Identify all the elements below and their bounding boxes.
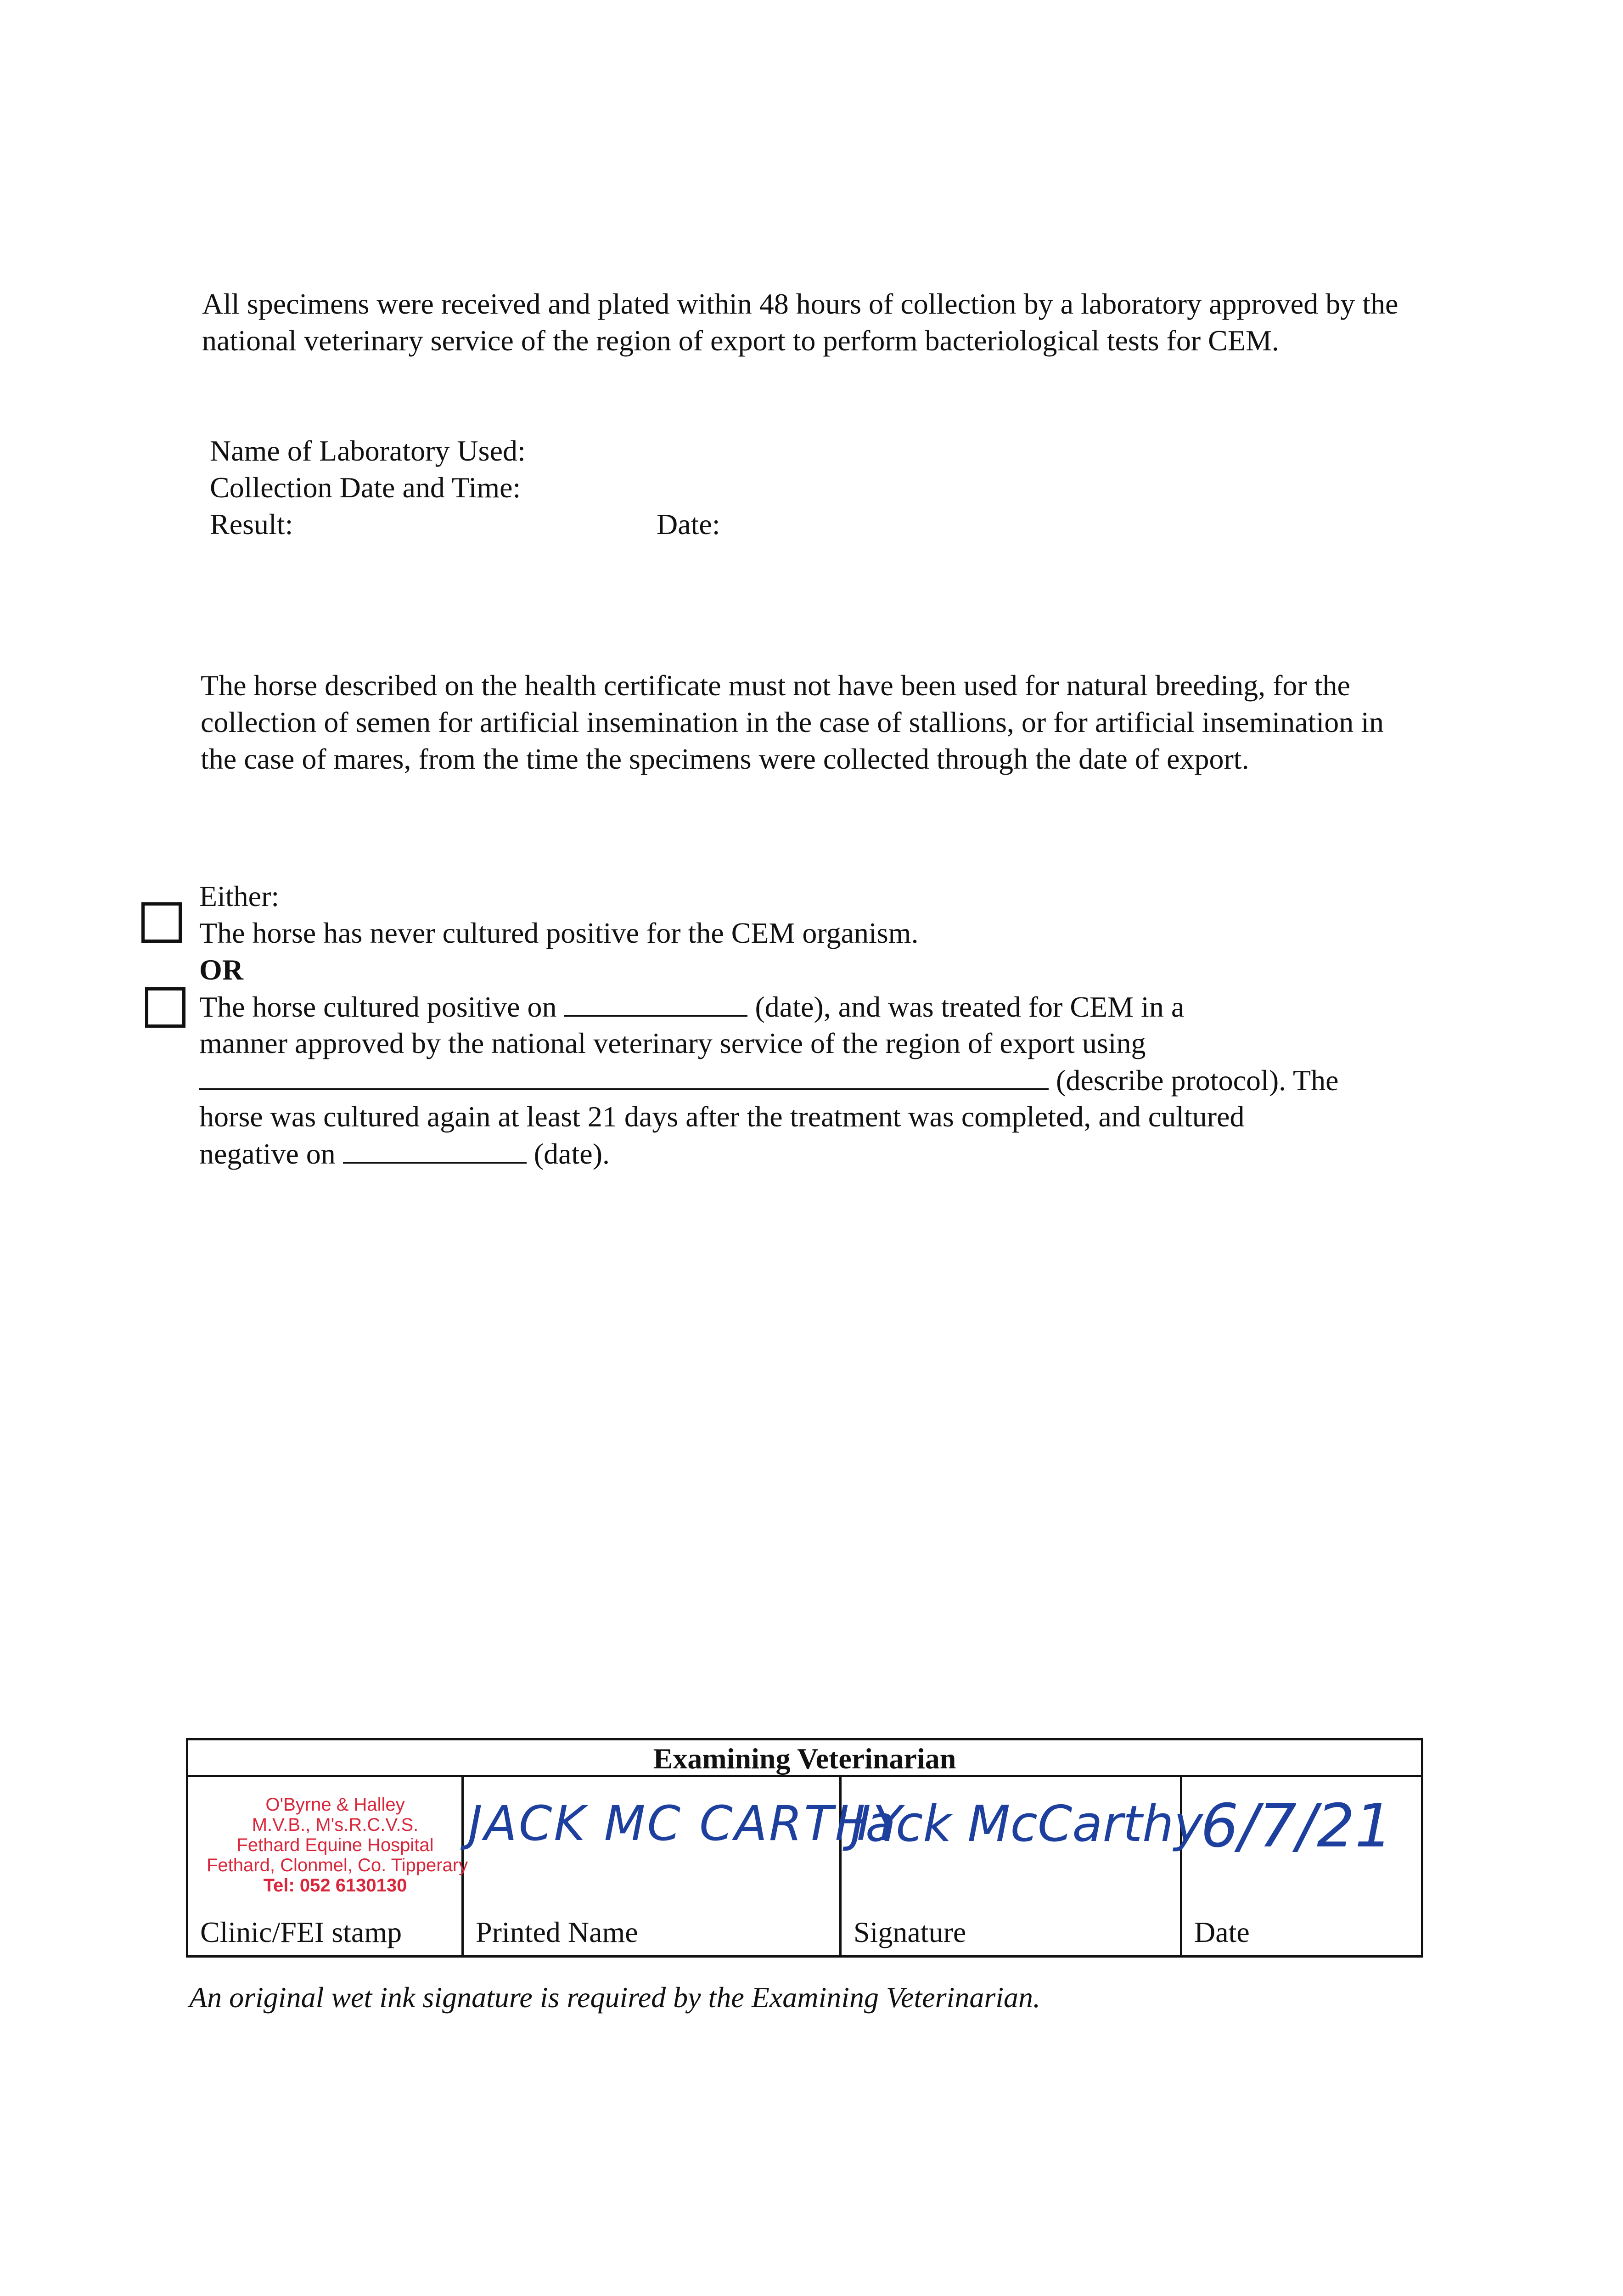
date-handwriting: 6/7/21 [1201,1791,1393,1861]
signature-cell [842,1777,1203,1955]
printed-name-label: Printed Name [476,1916,638,1948]
positive-text-g: (date). [534,1137,610,1170]
specimens-paragraph: All specimens were received and plated within 48 hours of collection by a laboratory approved by the national veterinary service of the region of export to perform bacteriological tests for CEM. [202,287,1398,357]
examining-veterinarian-table [186,1738,1423,1958]
result-label: Result: [210,508,293,540]
stamp-cell [188,1777,468,1955]
stamp-phone: Tel: 052 6130130 [263,1875,407,1896]
positive-text-b: (date), and was treated for CEM in a [755,990,1185,1023]
never-positive-text: The horse has never cultured positive for the CEM organism. [199,917,919,949]
lab-name-label: Name of Laboratory Used: [210,434,526,467]
either-label: Either: [199,880,280,912]
printed-name-handwriting: JACK MC CARTHY [468,1795,904,1851]
positive-date-blank[interactable] [564,988,747,1017]
printed-name-cell [464,1777,904,1955]
positive-text-d: (describe protocol). The [1056,1064,1339,1097]
positive-text-e: horse was cultured again at least 21 days after the treatment was completed, and cultured [199,1100,1245,1133]
positive-line-5 [199,1135,610,1172]
stamp-line: Fethard Equine Hospital [236,1835,434,1855]
or-label: OR [199,953,243,986]
cultured-positive-checkbox[interactable] [145,987,185,1028]
positive-text-a: The horse cultured positive on [199,990,557,1023]
signature-label: Signature [854,1916,966,1948]
breeding-paragraph: The horse described on the health certificate must not have been used for natural breeding, for the collection of semen for artificial insemination in the case of stallions, or for artificial insemination in the case of mares, from the time the specimens were collected through the date of export. [201,669,1384,775]
positive-line-3 [199,1062,1338,1099]
stamp-line: M.V.B., M's.R.C.V.S. [252,1815,419,1835]
protocol-blank[interactable] [199,1062,1049,1090]
date-cell [1182,1777,1421,1955]
date-label: Date: [657,508,720,540]
clinic-stamp [207,1795,468,1896]
collection-date-label: Collection Date and Time: [210,471,521,504]
date-cell-label: Date [1194,1916,1250,1948]
stamp-line: O'Byrne & Halley [265,1795,405,1815]
vet-table-header: Examining Veterinarian [188,1740,1421,1777]
negative-date-blank[interactable] [343,1135,527,1164]
stamp-line: Fethard, Clonmel, Co. Tipperary [207,1855,468,1875]
stamp-label: Clinic/FEI stamp [200,1916,402,1948]
positive-line-1 [199,988,1184,1025]
wet-ink-footnote: An original wet ink signature is required by the Examining Veterinarian. [189,1981,1040,2014]
never-positive-checkbox[interactable] [141,902,182,943]
positive-text-f: negative on [199,1137,336,1170]
signature-handwriting: Jack McCarthy [851,1795,1203,1853]
positive-text-c: manner approved by the national veterinary service of the region of export using [199,1027,1146,1059]
